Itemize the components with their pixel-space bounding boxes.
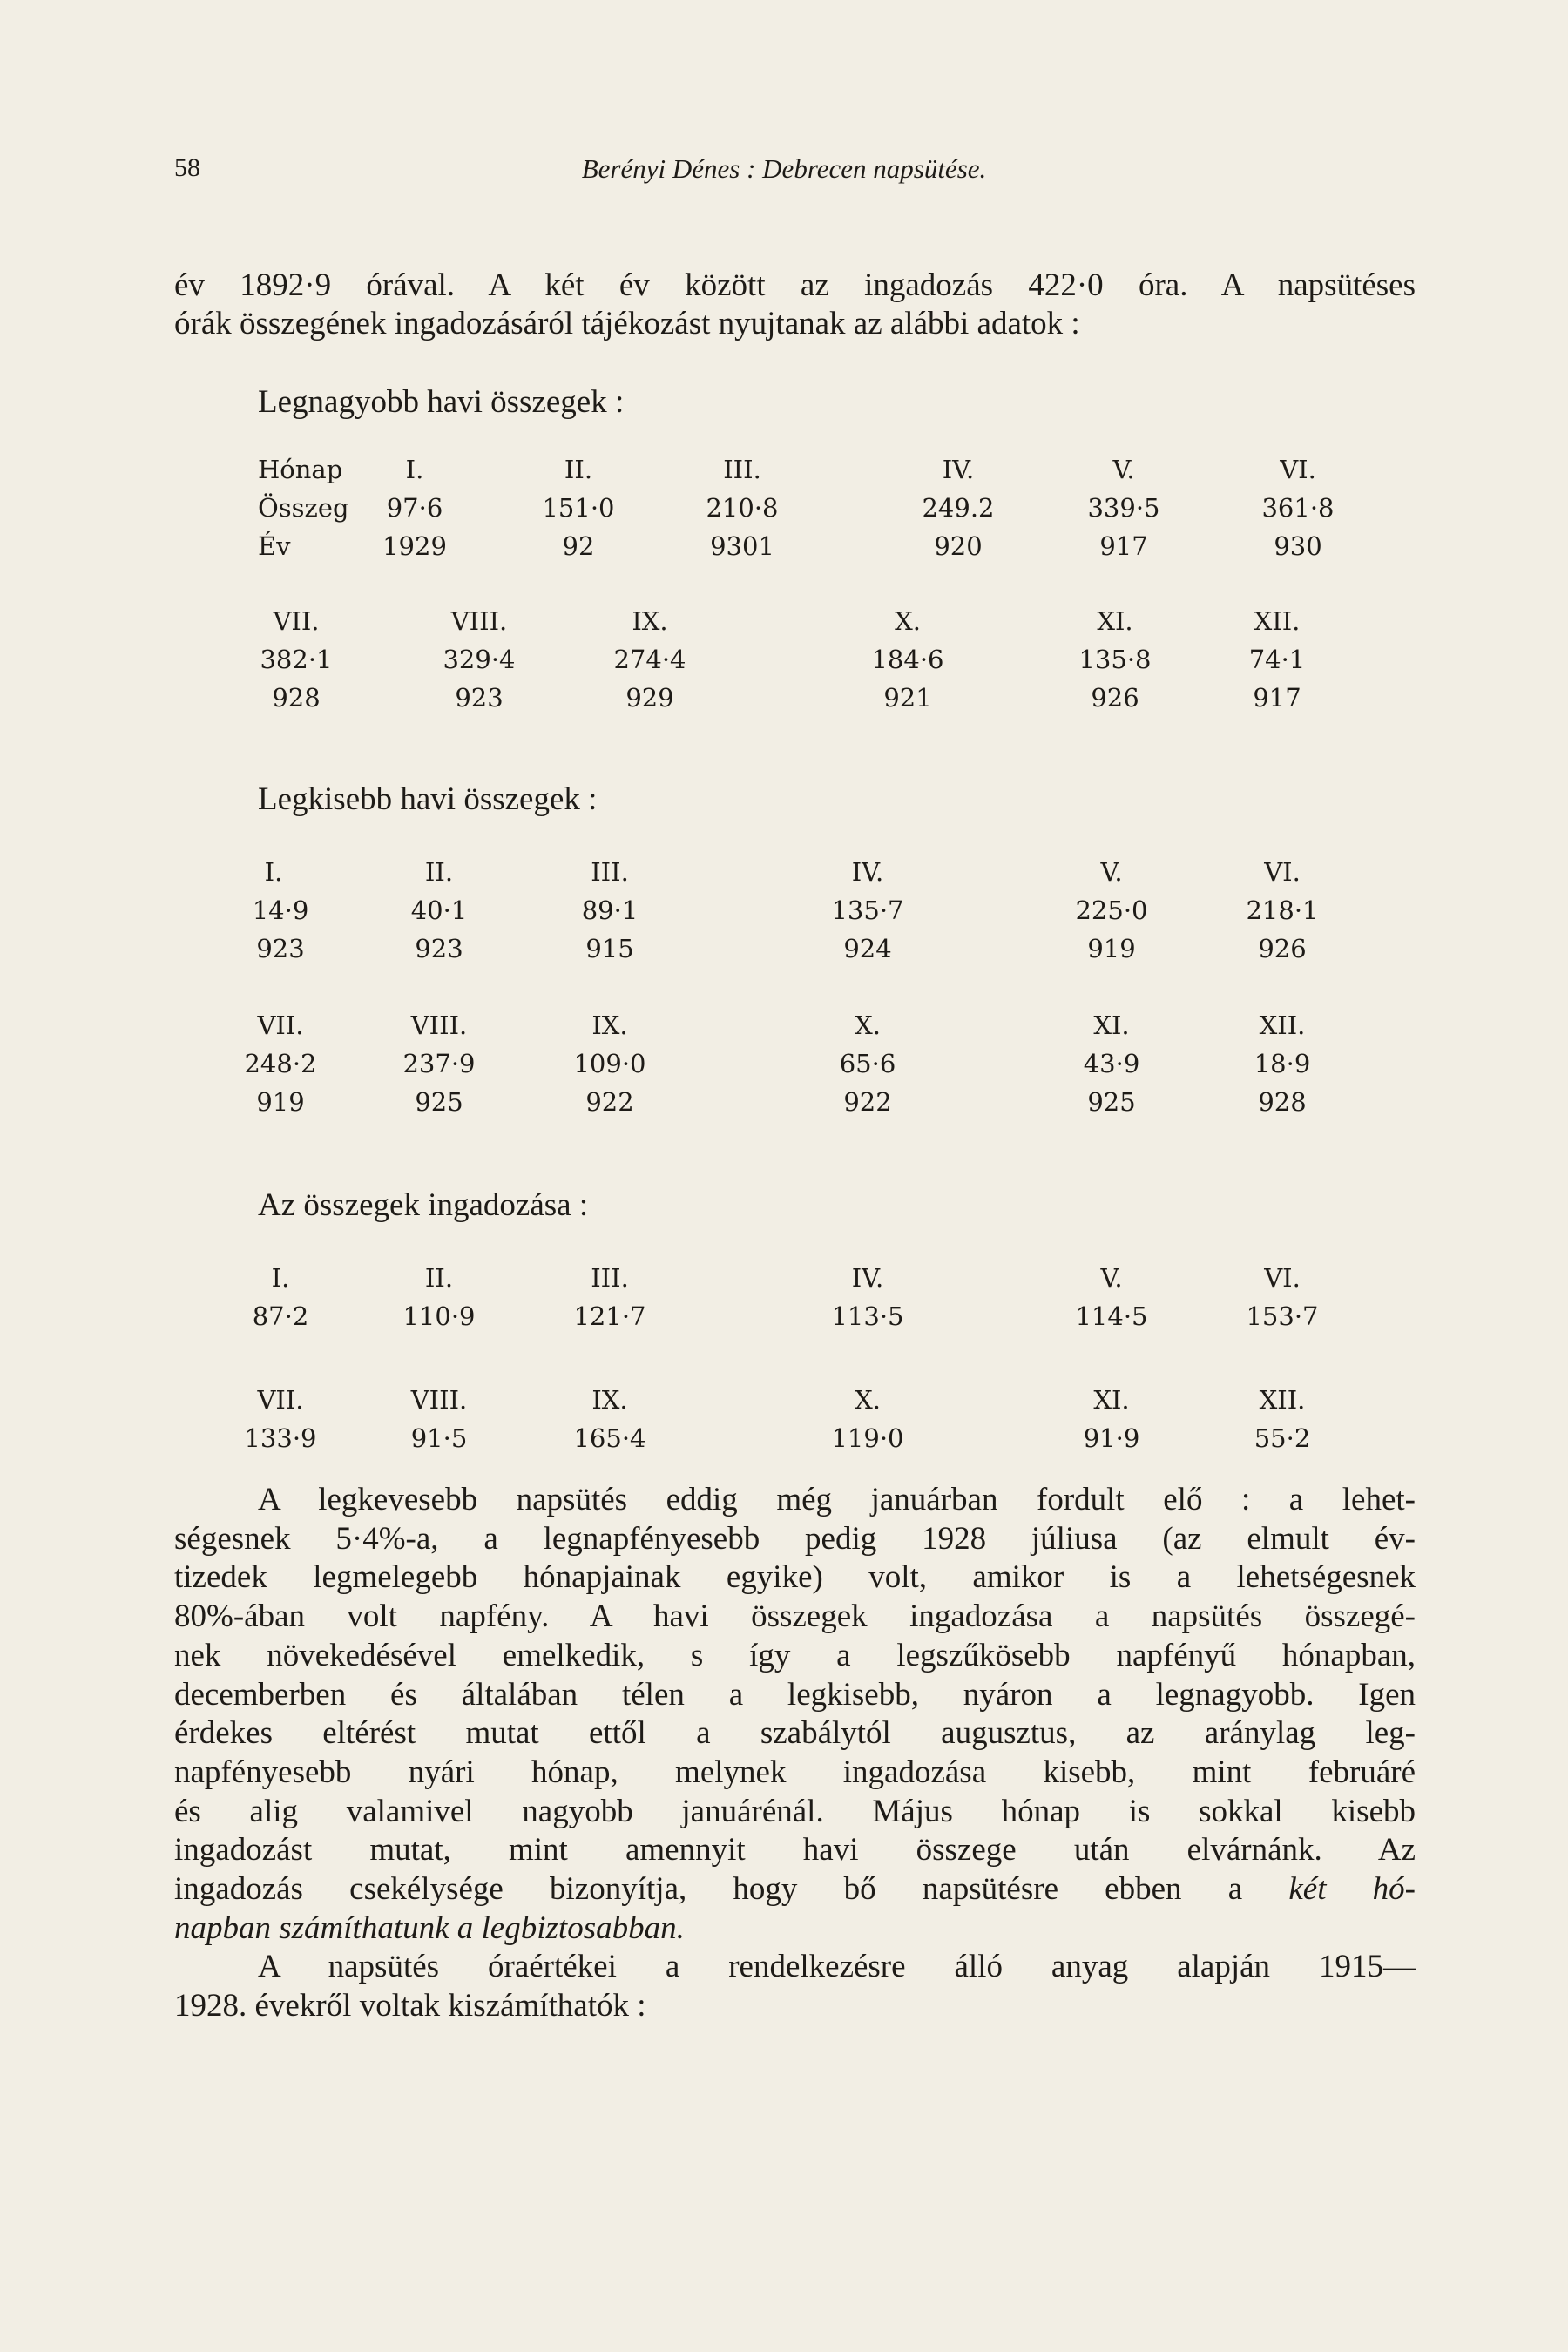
body-line: nek növekedésével emelkedik, s így a legszűkösebb napfényű hónapban, xyxy=(174,1637,1416,1673)
body-line: A legkevesebb napsütés eddig még januárban fordult elő : a lehet- xyxy=(258,1482,1416,1517)
month-cell: III. xyxy=(723,455,761,484)
month-cell: X. xyxy=(855,1010,881,1040)
sum-cell: 74·1 xyxy=(1248,645,1306,674)
body-line: 1928. évekről voltak kiszámíthatók : xyxy=(174,1988,646,2024)
row-label: Összeg xyxy=(258,493,349,523)
value-cell: 113·5 xyxy=(831,1301,904,1331)
smallest-table-part2 xyxy=(244,1010,1373,1124)
intro-paragraph xyxy=(174,267,1416,343)
year-cell: 92 xyxy=(562,531,595,561)
year-cell: 926 xyxy=(1091,683,1139,713)
sum-cell: 339·5 xyxy=(1087,493,1160,523)
value-cell: 55·2 xyxy=(1254,1423,1311,1453)
row-label: Hónap xyxy=(258,455,343,484)
value-cell: 153·7 xyxy=(1246,1301,1319,1331)
sum-cell: 109·0 xyxy=(573,1049,646,1078)
month-cell: VII. xyxy=(257,1385,304,1415)
page-header xyxy=(0,153,1568,197)
month-cell: II. xyxy=(424,1263,454,1293)
month-cell: XI. xyxy=(1097,606,1133,636)
month-cell: X. xyxy=(895,606,921,636)
year-cell: 921 xyxy=(883,683,932,713)
body-line: napfényesebb nyári hónap, melynek ingadozása kisebb, mint februáré xyxy=(174,1754,1416,1790)
sum-cell: 218·1 xyxy=(1246,896,1319,925)
month-cell: I. xyxy=(271,1263,290,1293)
sum-cell: 184·6 xyxy=(871,645,944,674)
month-cell: VI. xyxy=(1264,1263,1301,1293)
range-table-part2 xyxy=(244,1385,1373,1463)
body-line-plain: ingadozás csekélysége bizonyítja, hogy bő napsütésre ebben a xyxy=(174,1871,1289,1908)
body-line xyxy=(174,1870,1416,1909)
year-cell: 919 xyxy=(256,1087,305,1117)
month-cell: VIII. xyxy=(410,1010,468,1040)
year-cell: 925 xyxy=(415,1087,463,1117)
year-cell: 925 xyxy=(1087,1087,1136,1117)
month-cell: I. xyxy=(264,857,283,887)
month-cell: XII. xyxy=(1259,1385,1306,1415)
emphasis-line: napban számíthatunk a legbiztosabban. xyxy=(174,1909,685,1946)
month-cell: IX. xyxy=(591,1385,628,1415)
body-line: tizedek legmelegebb hónapjainak egyike) volt, amikor is a lehetségesnek xyxy=(174,1559,1416,1596)
sum-cell: 210·8 xyxy=(706,493,779,523)
year-cell: 919 xyxy=(1087,934,1136,963)
sum-cell: 65·6 xyxy=(839,1049,896,1078)
month-cell: VIII. xyxy=(410,1385,468,1415)
month-cell: XII. xyxy=(1254,606,1301,636)
month-cell: VIII. xyxy=(450,606,508,636)
month-cell: VII. xyxy=(273,606,320,636)
largest-table-part2 xyxy=(258,606,1373,720)
sum-cell: 151·0 xyxy=(542,493,615,523)
month-cell: IX. xyxy=(632,606,668,636)
year-cell: 929 xyxy=(625,683,674,713)
month-cell: III. xyxy=(591,857,629,887)
smallest-caption: Legkisebb havi összegek : xyxy=(258,781,598,817)
month-cell: XII. xyxy=(1259,1010,1306,1040)
year-cell: 922 xyxy=(843,1087,892,1117)
month-cell: IV. xyxy=(851,1263,884,1293)
smallest-table-part1 xyxy=(252,857,1373,970)
sum-cell: 274·4 xyxy=(613,645,686,674)
sum-cell: 40·1 xyxy=(410,896,468,925)
row-label: Év xyxy=(258,531,291,561)
month-cell: II. xyxy=(424,857,454,887)
year-cell: 917 xyxy=(1253,683,1301,713)
sum-cell: 43·9 xyxy=(1083,1049,1140,1078)
value-cell: 87·2 xyxy=(252,1301,309,1331)
largest-caption: Legnagyobb havi összegek : xyxy=(258,384,625,420)
sum-cell: 135·7 xyxy=(831,896,904,925)
page-number: 58 xyxy=(174,153,200,182)
value-cell: 91·5 xyxy=(410,1423,468,1453)
year-cell: 924 xyxy=(843,934,892,963)
year-cell: 920 xyxy=(934,531,983,561)
year-cell: 928 xyxy=(1258,1087,1307,1117)
year-cell: 923 xyxy=(455,683,504,713)
year-cell: 930 xyxy=(1274,531,1322,561)
running-title: Berényi Dénes : Debrecen napsütése. xyxy=(581,153,987,184)
year-cell: 928 xyxy=(272,683,321,713)
month-cell: V. xyxy=(1100,1263,1123,1293)
year-cell: 915 xyxy=(585,934,634,963)
value-cell: 119·0 xyxy=(831,1423,904,1453)
value-cell: 165·4 xyxy=(573,1423,646,1453)
year-cell: 917 xyxy=(1099,531,1148,561)
month-cell: VI. xyxy=(1264,857,1301,887)
range-caption: Az összegek ingadozása : xyxy=(258,1187,589,1223)
month-cell: XI. xyxy=(1093,1385,1130,1415)
year-cell: 923 xyxy=(415,934,463,963)
month-cell: VI. xyxy=(1280,455,1316,484)
body-line: 80%-ában volt napfény. A havi összegek ingadozása a napsütés összegé- xyxy=(174,1598,1416,1635)
value-cell: 91·9 xyxy=(1083,1423,1140,1453)
sum-cell: 18·9 xyxy=(1254,1049,1311,1078)
month-cell: II. xyxy=(564,455,593,484)
value-cell: 110·9 xyxy=(402,1301,476,1331)
sum-cell: 249.2 xyxy=(922,493,995,523)
intro-line: órák összegének ingadozásáról tájékozást nyujtanak az alábbi adatok : xyxy=(174,306,1080,341)
month-cell: X. xyxy=(855,1385,881,1415)
body-line: ségesnek 5·4%-a, a legnapfényesebb pedig 1928 júliusa (az elmult év- xyxy=(174,1520,1416,1557)
sum-cell: 237·9 xyxy=(402,1049,476,1078)
body-line: decemberben és általában télen a legkisebb, nyáron a legnagyobb. Igen xyxy=(174,1676,1416,1713)
body-paragraph xyxy=(174,1481,1416,2026)
year-cell: 923 xyxy=(256,934,305,963)
sum-cell: 135·8 xyxy=(1078,645,1152,674)
month-cell: VII. xyxy=(257,1010,304,1040)
intro-line: év 1892·9 órával. A két év között az ingadozás 422·0 óra. A napsütéses xyxy=(174,267,1416,303)
year-cell: 926 xyxy=(1258,934,1307,963)
body-line: és alig valamivel nagyobb januárénál. Május hónap is sokkal kisebb xyxy=(174,1793,1416,1829)
month-cell: IV. xyxy=(942,455,975,484)
month-cell: III. xyxy=(591,1263,629,1293)
body-line: érdekes eltérést mutat ettől a szabálytól augusztus, az aránylag leg- xyxy=(174,1715,1416,1752)
value-cell: 121·7 xyxy=(573,1301,646,1331)
year-cell: 9301 xyxy=(710,531,774,561)
sum-cell: 97·6 xyxy=(386,493,443,523)
sum-cell: 382·1 xyxy=(260,645,333,674)
emphasis-text: két hó- xyxy=(1288,1871,1416,1908)
month-cell: IX. xyxy=(591,1010,628,1040)
month-cell: I. xyxy=(405,455,424,484)
sum-cell: 225·0 xyxy=(1075,896,1148,925)
body-line: ingadozást mutat, mint amennyit havi összege után elvárnánk. Az xyxy=(174,1832,1416,1869)
largest-table-part1 xyxy=(258,455,1373,568)
sum-cell: 14·9 xyxy=(252,896,309,925)
month-cell: V. xyxy=(1112,455,1135,484)
month-cell: IV. xyxy=(851,857,884,887)
sum-cell: 89·1 xyxy=(581,896,639,925)
value-cell: 114·5 xyxy=(1075,1301,1148,1331)
range-table-part1 xyxy=(252,1263,1373,1342)
month-cell: XI. xyxy=(1093,1010,1130,1040)
sum-cell: 248·2 xyxy=(244,1049,317,1078)
year-cell: 1929 xyxy=(382,531,447,561)
sum-cell: 329·4 xyxy=(443,645,516,674)
value-cell: 133·9 xyxy=(244,1423,317,1453)
month-cell: V. xyxy=(1100,857,1123,887)
year-cell: 922 xyxy=(585,1087,634,1117)
sum-cell: 361·8 xyxy=(1261,493,1335,523)
body-line: A napsütés óraértékei a rendelkezésre álló anyag alapján 1915— xyxy=(258,1949,1416,1985)
